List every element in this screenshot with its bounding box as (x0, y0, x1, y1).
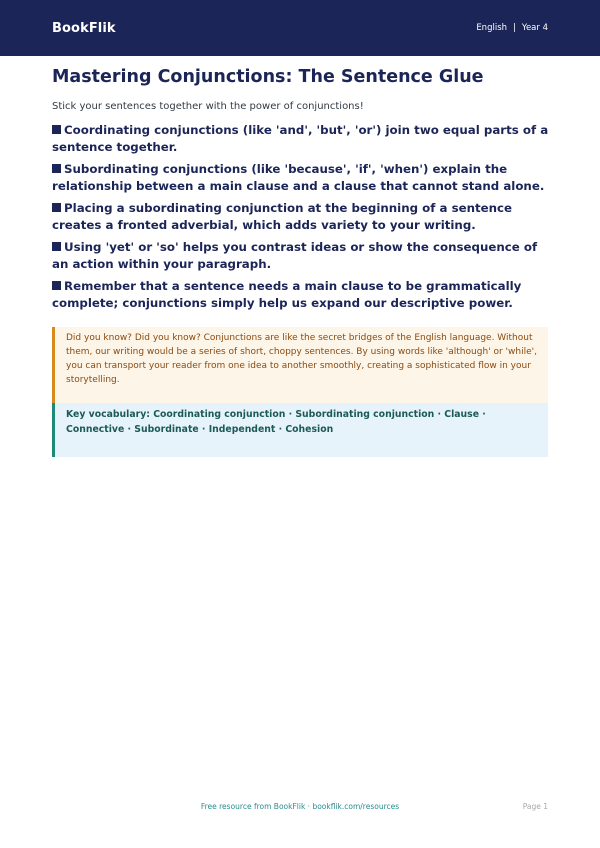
key-point-text: Coordinating conjunctions (like 'and', 'but', 'or') join two equal parts of a sentence together. (52, 123, 549, 154)
square-bullet-icon (52, 281, 61, 290)
header-separator: | (513, 23, 516, 33)
subject-label: English (476, 23, 508, 33)
footer-resource-link[interactable]: Free resource from BookFlik · bookflik.com/resources (200, 802, 400, 811)
page-footer (0, 802, 600, 816)
year-label: Year 4 (521, 23, 548, 33)
square-bullet-icon (52, 125, 61, 134)
square-bullet-icon (52, 242, 61, 251)
square-bullet-icon (52, 164, 61, 173)
key-point (52, 122, 552, 156)
key-point (52, 200, 552, 234)
key-point-text: Using 'yet' or 'so' helps you contrast ideas or show the consequence of an action within your paragraph. (52, 240, 538, 271)
page-title: Mastering Conjunctions: The Sentence Glue (52, 67, 484, 87)
key-point-text: Remember that a sentence needs a main clause to be grammatically complete; conjunctions simply help us expand our descriptive power. (52, 279, 522, 310)
key-vocabulary-box: Key vocabulary: Coordinating conjunction · Subordinating conjunction · Clause · Connective · Subordinate · Independent · Cohesion (52, 403, 548, 457)
did-you-know-callout: Did you know? Did you know? Conjunctions are like the secret bridges of the English language. Without them, our writing would be a series of short, choppy sentences. By using words like 'although' or 'while', you can transport your reader from one idea to another smoothly, creating a sophisticated flow in your storytelling. (52, 327, 548, 403)
key-point-text: Subordinating conjunctions (like 'because', 'if', 'when') explain the relationship between a main clause and a clause that cannot stand alone. (52, 162, 545, 193)
header-meta (476, 23, 548, 33)
square-bullet-icon (52, 203, 61, 212)
key-point (52, 161, 552, 195)
page-number: Page 1 (522, 802, 548, 811)
key-point (52, 278, 552, 312)
page-subtitle: Stick your sentences together with the power of conjunctions! (52, 101, 364, 112)
key-point (52, 239, 552, 273)
brand-logo[interactable]: BookFlik (52, 20, 116, 36)
key-point-text: Placing a subordinating conjunction at the beginning of a sentence creates a fronted adverbial, which adds variety to your writing. (52, 201, 513, 232)
key-points-list (52, 122, 552, 317)
page-header (0, 0, 600, 56)
